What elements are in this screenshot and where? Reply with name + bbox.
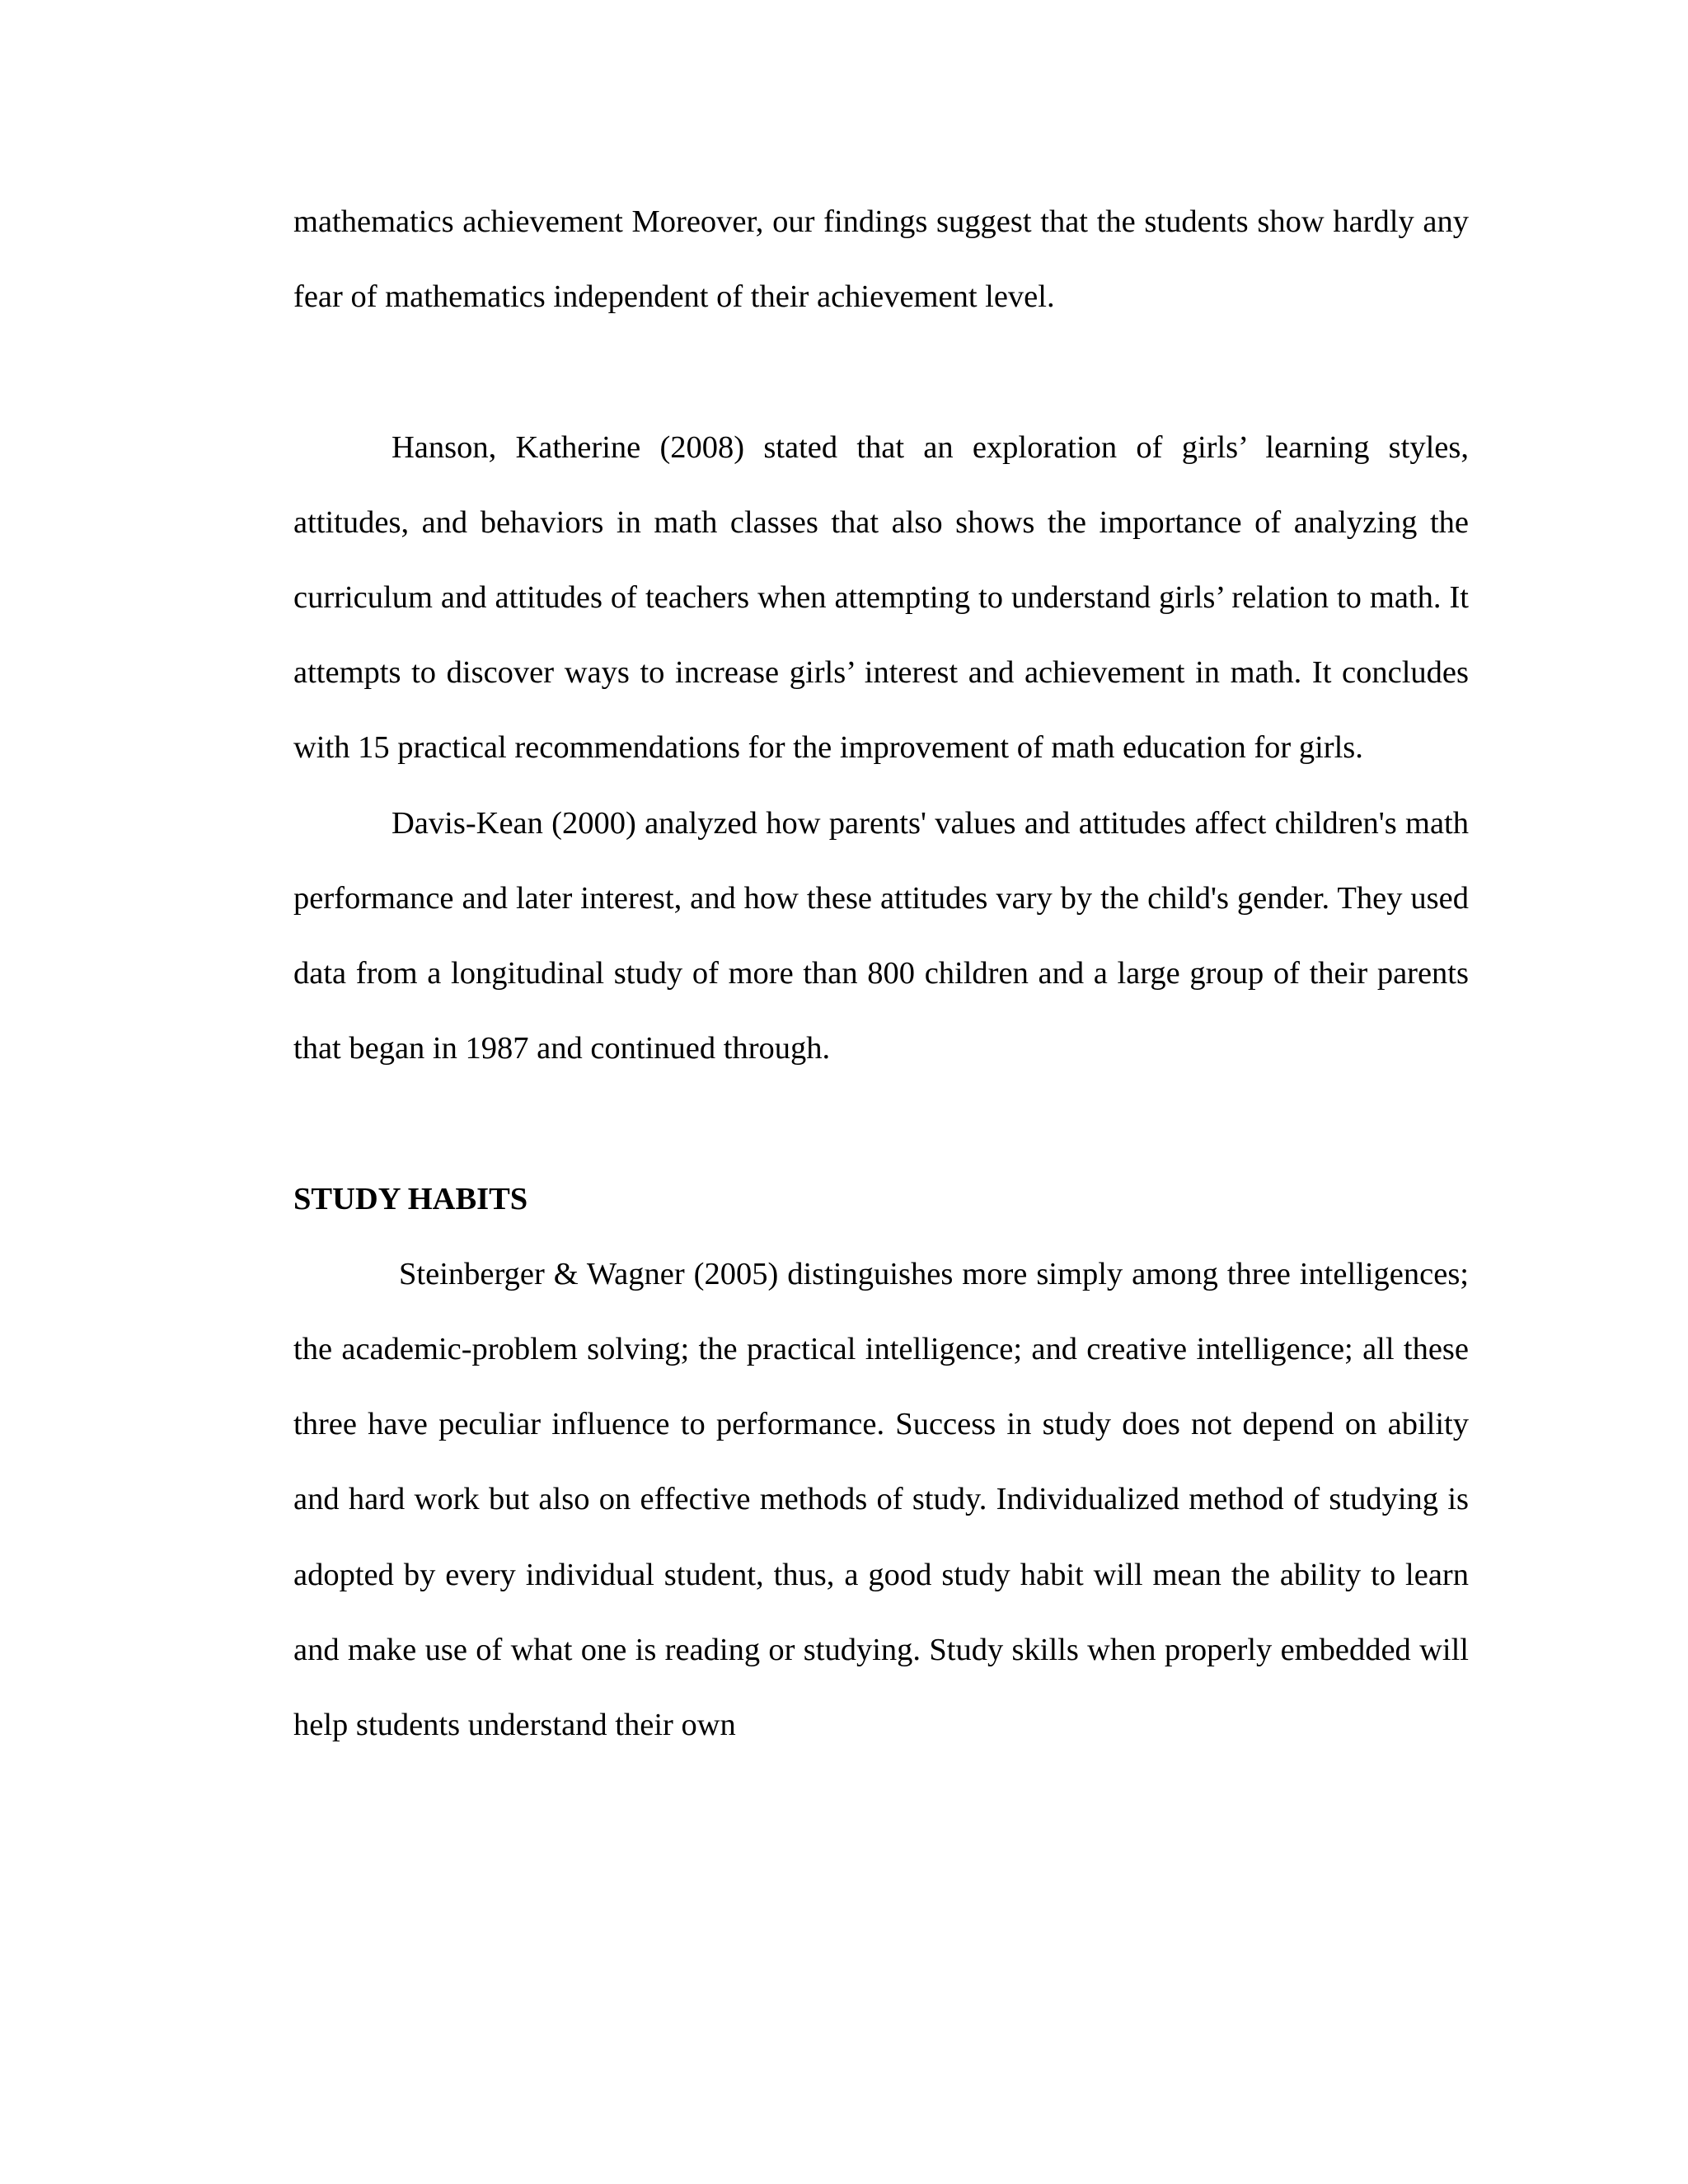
section-spacer [293,1086,1469,1161]
paragraph-spacer [293,335,1469,410]
section-heading-study-habits: STUDY HABITS [293,1181,528,1216]
paragraph-davis-kean-2000: Davis-Kean (2000) analyzed how parents' values and attitudes affect children's math performance and later interest, and how these attitudes vary by the child's gender. They used data from a longitudinal study of more than 800 children and a large group of their parents that began in 1987 and continued through. [293,805,1469,1066]
paragraph-steinberger-wagner-2005: Steinberger & Wagner (2005) distinguishes more simply among three intelligences; the academic-problem solving; the practical intelligence; and creative intelligence; all these three have peculiar influence to performance. Success in study does not depend on ability and hard work but also on effective methods of study. Individualized method of studying is adopted by every individual student, thus, a good study habit will mean the ability to learn and make use of what one is reading or studying. Study skills when properly embedded will help students understand their own [293,1256,1469,1743]
document-body [293,185,1469,1763]
paragraph-math-achievement-continuation: mathematics achievement Moreover, our findings suggest that the students show hardly any fear of mathematics independent of their achievement level. [293,204,1469,315]
paragraph-hanson-2008: Hanson, Katherine (2008) stated that an exploration of girls’ learning styles, attitudes, and behaviors in math classes that also shows the importance of analyzing the curriculum and attitudes of teachers when attempting to understand girls’ relation to math. It attempts to discover ways to increase girls’ interest and achievement in math. It concludes with 15 practical recommendations for the improvement of math education for girls. [293,429,1469,766]
